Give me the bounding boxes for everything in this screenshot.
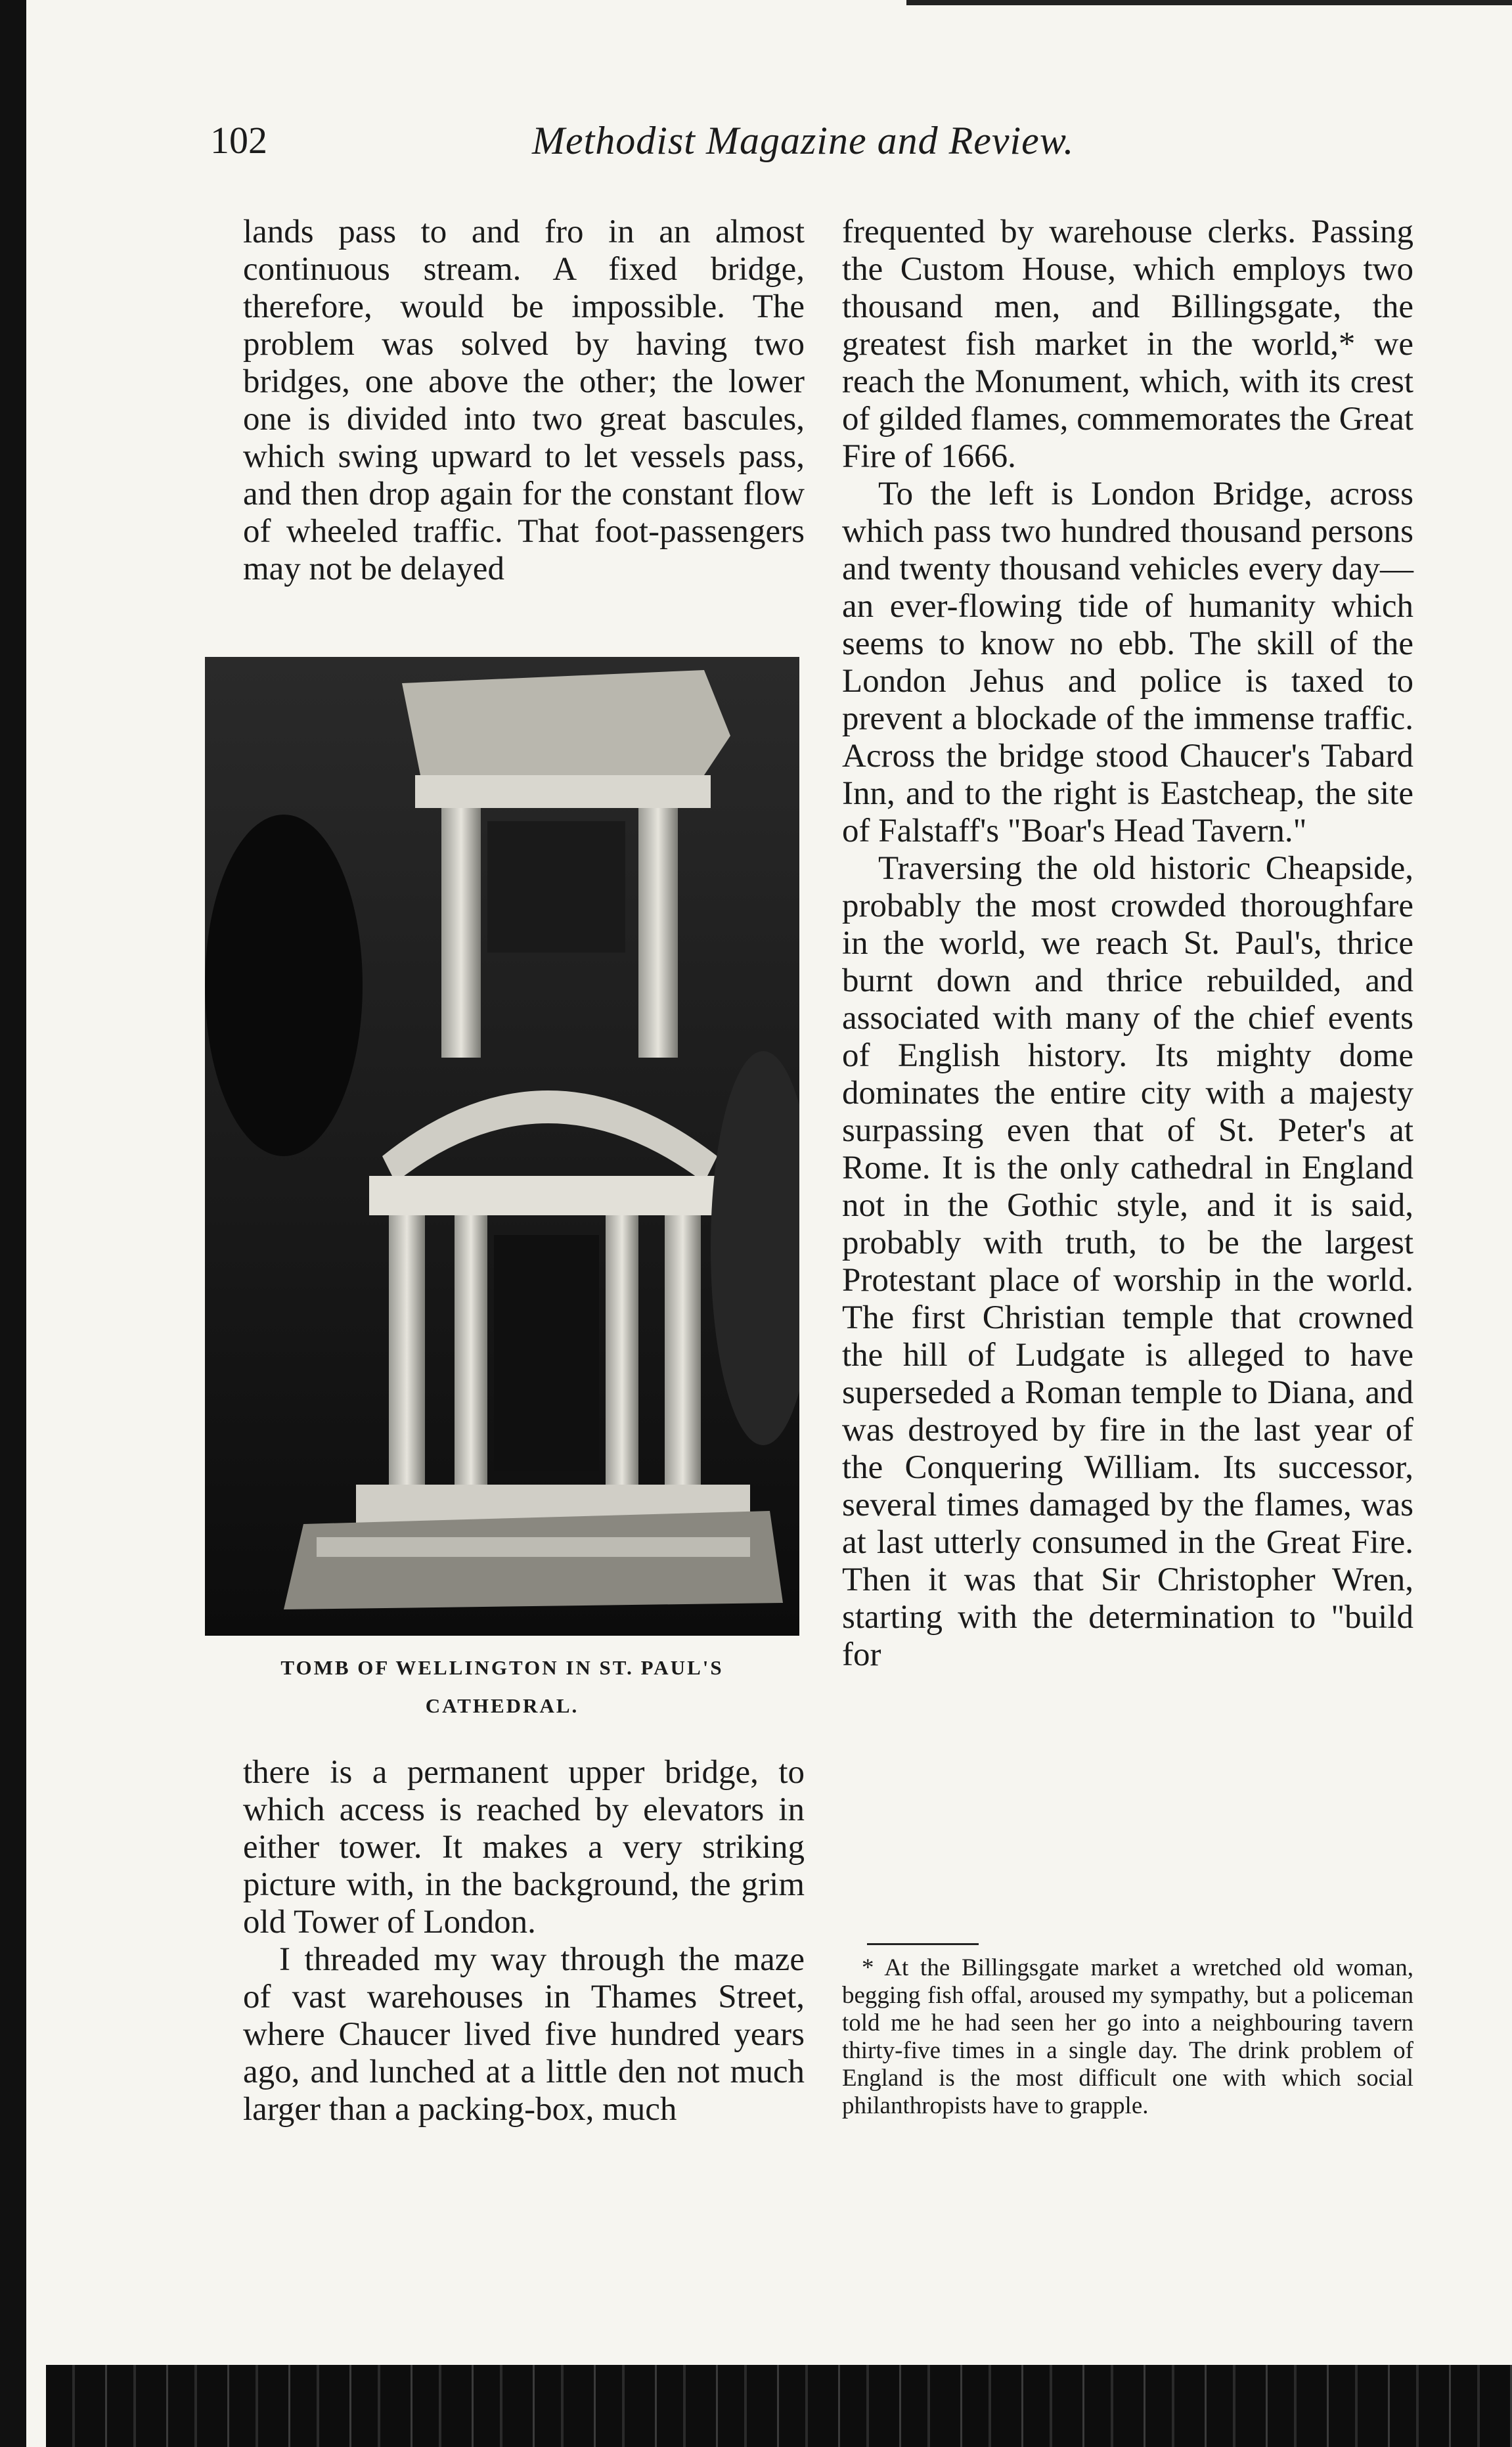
left-column-bottom <box>243 1754 805 2128</box>
right-column <box>842 213 1413 1674</box>
paragraph-london-bridge: To the left is London Bridge, across which pass two hundred thousand persons and twenty thousand vehicles every day—an ever-flowing tide of humanity which seems to know no ebb. The skill of the London Jehus and police is taxed to prevent a blockade of the immense traffic. Across the bridge stood Chaucer's Tabard Inn, and to the right is Eastcheap, the site of Falstaff's "Boar's Head Tavern." <box>842 476 1413 849</box>
footnote <box>842 1954 1413 2120</box>
caption-line-2: CATHEDRAL. <box>425 1694 579 1717</box>
left-column-top <box>243 213 805 588</box>
caption-line-1: TOMB OF WELLINGTON IN ST. PAUL'S <box>280 1656 724 1679</box>
footnote-text: * At the Billingsgate market a wretched old woman, begging fish offal, aroused my sympathy, but a policeman told me he had seen her go into a neighbouring tavern thirty-five times in a single day. The drink problem of England is the most difficult one with which social philanthropists have to grapple. <box>842 1954 1413 2119</box>
tomb-illustration <box>205 657 799 1636</box>
scan-edge-left <box>0 0 26 2447</box>
running-head: Methodist Magazine and Review. <box>532 119 1075 162</box>
page-number: 102 <box>210 119 267 162</box>
tomb-photo-graphic <box>205 657 799 1636</box>
paragraph-st-pauls: Traversing the old historic Cheapside, probably the most crowded thoroughfare in the world, we reach St. Paul's, thrice burnt down and thrice rebuilded, and associated with many of the chief events of English history. Its mighty dome dominates the entire city with a majesty surpassing even that of St. Peter's at Rome. It is the only cathedral in England not in the Gothic style, and it is said, probably with truth, to be the largest Protestant place of worship in the world. The first Christian temple that crowned the hill of Ludgate is alleged to have superseded a Roman temple to Diana, and was destroyed by fire in the last year of the Conquering William. Its successor, several times damaged by the flames, was at last utterly consumed in the Great Fire. Then it was that Sir Christopher Wren, starting with the determination to "build for <box>842 850 1413 1673</box>
scan-edge-bottom <box>46 2365 1512 2447</box>
figure-caption <box>205 1649 799 1725</box>
paragraph-custom-house: frequented by warehouse clerks. Passing the Custom House, which employs two thousand men, and Billingsgate, the greatest fish market in the world,* we reach the Monument, which, with its crest of gilded flames, commemorates the Great Fire of 1666. <box>842 213 1413 475</box>
paragraph-thames-street: I threaded my way through the maze of vast warehouses in Thames Street, where Chaucer lived five hundred years ago, and lunched at a little den not much larger than a packing-box, much <box>243 1941 805 2128</box>
paragraph-after-figure: there is a permanent upper bridge, to which access is reached by elevators in either tower. It makes a very striking picture with, in the background, the grim old Tower of London. <box>243 1754 805 1941</box>
scan-edge-top <box>906 0 1512 5</box>
paragraph-continued: lands pass to and fro in an almost continuous stream. A fixed bridge, therefore, would be impossible. The problem was solved by having two bridges, one above the other; the lower one is divided into two great bascules, which swing upward to let vessels pass, and then drop again for the constant flow of wheeled traffic. That foot-passengers may not be delayed <box>243 213 805 587</box>
page-header <box>210 118 1123 177</box>
footnote-rule <box>867 1943 979 1945</box>
